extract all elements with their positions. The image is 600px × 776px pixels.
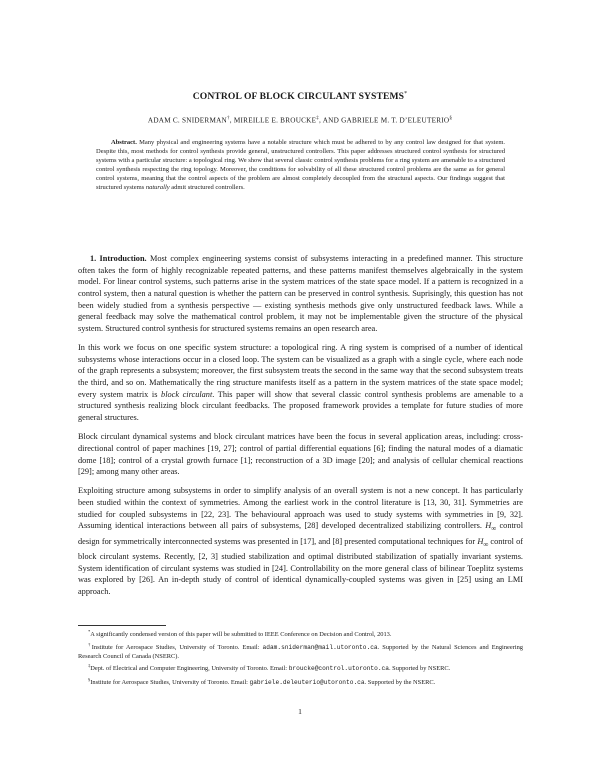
footnote-text: Institute for Aerospace Studies, University of Toronto. Email: xyxy=(90,678,248,686)
footnote-text: Dept. of Electrical and Computer Engineering, University of Toronto. Email: xyxy=(90,665,288,673)
abstract xyxy=(96,139,505,192)
footnote-tail: . Supported by the Natural Sciences and Engineering Research Council of Canada (NSERC). xyxy=(78,644,523,660)
author-mark: † xyxy=(227,116,230,121)
title-text: CONTROL OF BLOCK CIRCULANT SYSTEMS xyxy=(192,91,405,103)
paper-title xyxy=(0,91,600,102)
footnote-mark: * xyxy=(88,629,91,634)
paragraph-text: Most complex engineering systems consist of subsystems interacting in a predefined manner. This structure often takes the form of highly recognizable repeated patterns, and these patterns manifest themselves algebraically in the system model. For linear control systems, such patterns arise in the system matrices of the state space model. If a pattern is recognized in a control system, then a natural question is whether the pattern can be preserved in control synthesis. Suprisingly, this question has not been widely studied from a synthesis perspective — existing synthesis methods give only unstructured feedback laws. While a general feedback may solve the mathematical control problem, it may not be implementable given the structure of the physical system. Structured control synthesis for structured systems remains an open research area. xyxy=(78,254,523,333)
footnote-text: A significantly condensed version of this paper will be submitted to IEEE Conference on Decision and Control, 2013. xyxy=(90,631,392,639)
abstract-emphasis: naturally xyxy=(145,183,170,191)
author-name: MIREILLE E. BROUCKE xyxy=(233,116,317,125)
footnote-mark: § xyxy=(88,676,91,682)
paragraph xyxy=(78,485,523,597)
math-symbol: H xyxy=(477,536,484,546)
abstract-label: Abstract. xyxy=(111,139,137,146)
author-list xyxy=(0,116,600,124)
page-number: 1 xyxy=(298,707,302,716)
author-separator: , xyxy=(229,116,234,125)
footnote-text: Institute for Aerospace Studies, University of Toronto. Email: xyxy=(91,644,260,652)
footnote-mark: † xyxy=(88,642,92,648)
paragraph-text: control of block circulant systems. Recently, [2, 3] studied stabilization and optimal distributed stabilization of spatially invariant systems. System identification of circulant systems was studied in [24]. Controllability on the more general class of bilinear Toeplitz systems was explored by [26]. An in-depth study of control of identical dynamically-coupled systems was given in [25] using an LMI approach. xyxy=(78,536,523,596)
paragraph xyxy=(78,342,523,424)
paragraph-text: . This paper will show that several classic control synthesis problems are amenable to a structured synthesis realizing block circulant feedbacks. The proposed framework provides a template for future studies of more general structures. xyxy=(78,389,523,423)
abstract-text: Many physical and engineering systems have a notable structure which must be adhered to by any control law designed for that system. Despite this, most methods for control synthesis provide general, unstructured controllers. This paper addresses structured control synthesis for structured systems with a particular structure: a topological ring. We show that several classic control synthesis problems for a ring system are amenable to a structured control synthesis respecting the ring topology. Moreover, the conditions for solvability of all these structured control problems are the same as for general control systems, meaning that the control aspects of the problem are almost completely decoupled from the structural aspects. Our findings suggest that structured systems xyxy=(96,139,506,191)
paragraph-text: In this work we focus on one specific system structure: a topological ring. A ring system is comprised of a number of identical subsystems whose interactions occur in a closed loop. The system can be visualized as a graph with a single cycle, where each node of the graph represents a subsystem; moreover, the first subsystem treats the second in the same way that the second subsystem treats the third, and so on. Mathematically the ring structure manifests itself as a pattern in the system matrices of the state space model; every system matrix is xyxy=(78,343,523,399)
author-mark: § xyxy=(449,116,453,121)
footnote xyxy=(78,676,523,688)
footnote-email[interactable]: gabriele.deleuterio@utoronto.ca xyxy=(249,678,365,686)
footnote-email[interactable]: adam.sniderman@mail.utoronto.ca xyxy=(262,644,378,652)
footnotes xyxy=(78,628,523,689)
author-name: GABRIELE M. T. D’ELEUTERIO xyxy=(341,116,450,125)
paragraph xyxy=(78,253,523,335)
author-mark: ‡ xyxy=(316,116,320,121)
abstract-tail: admit structured controllers. xyxy=(171,183,245,191)
author-separator: , AND xyxy=(319,116,342,125)
math-symbol: H xyxy=(485,521,492,531)
paragraph-text: control design for symmetrically interconnected systems was presented in [17], and [8] presented computational techniques for xyxy=(78,521,524,546)
title-footnote-mark: * xyxy=(404,91,408,97)
main-body xyxy=(78,253,523,605)
footnote-tail: . Supported by the NSERC. xyxy=(364,678,436,686)
paragraph-text: Exploiting structure among subsystems in order to simplify analysis of an overall system is not a new concept. It has particularly been studied within the context of symmetries. Among the earliest work in the control literature is [13, 30, 31]. Symmetries are studied for coupled subsystems in [22, 23]. The behavioural approach was used to study systems with symmetries in [9, 32]. Assuming identical interactions between all pairs of subsystems, [28] developed decentralized stabilizing controllers. xyxy=(78,486,523,531)
author-name: ADAM C. SNIDERMAN xyxy=(147,116,228,125)
section-title: 1. Introduction. xyxy=(90,254,147,263)
footnote-email[interactable]: broucke@control.utoronto.ca xyxy=(288,665,389,673)
paragraph-text: Block circulant dynamical systems and block circulant matrices have been the focus in several application areas, including: cross-directional control of paper machines [19, 27]; control of partial differential equations [6]; finding the natural modes of a diamatic dome [18]; control of a crystal growth furnace [1]; reconstruction of a 3D image [20]; and analysis of cellular chemical reactions [29]; among many other areas. xyxy=(78,432,523,477)
math-subscript: ∞ xyxy=(483,541,489,549)
footnote xyxy=(78,641,523,661)
math-subscript: ∞ xyxy=(491,525,497,533)
footnote-mark: ‡ xyxy=(88,663,91,669)
term-emphasis: block circulant xyxy=(161,389,213,399)
paragraph xyxy=(78,431,523,478)
footnote xyxy=(78,662,523,674)
footnote xyxy=(78,628,523,640)
footnote-tail: . Supported by NSERC. xyxy=(388,665,451,673)
footnote-rule xyxy=(78,625,166,626)
